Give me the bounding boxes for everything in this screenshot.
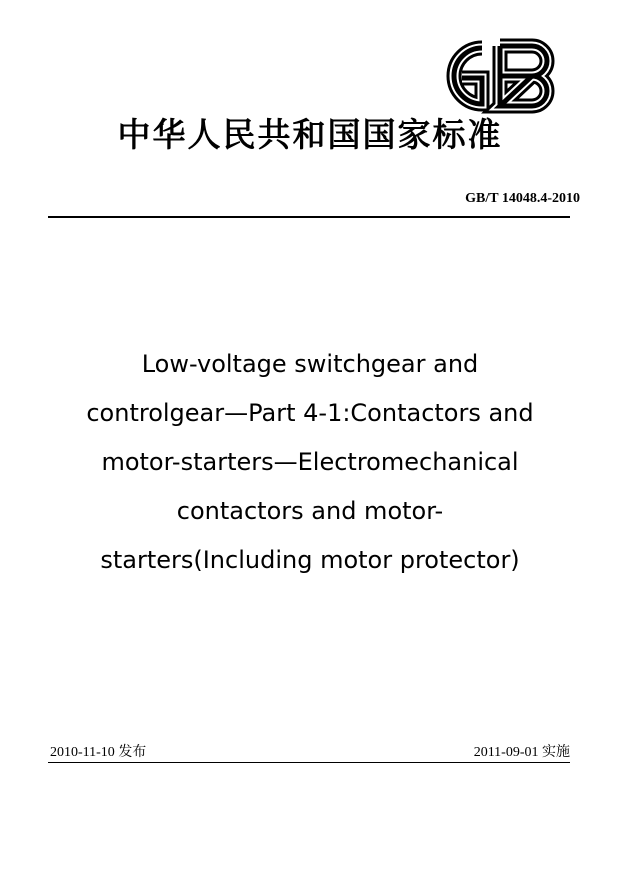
gb-logo — [426, 38, 558, 114]
footer-divider — [48, 762, 570, 763]
title-line: Low-voltage switchgear and — [141, 350, 479, 378]
gb-logo-b — [500, 46, 547, 106]
implement-label: 实施 — [542, 745, 570, 760]
standard-code: GB/T 14048.4-2010 — [465, 191, 580, 206]
publish-date-block — [50, 741, 146, 761]
implement-date: 2011-09-01 — [473, 745, 539, 760]
title-line: starters(Including motor protector) — [100, 546, 520, 574]
header-divider — [48, 216, 570, 218]
title-line: motor-starters—Electromechanical — [101, 448, 519, 476]
org-title: 中华人民共和国国家标准 — [117, 115, 503, 154]
publish-label: 发布 — [118, 745, 147, 760]
gb-logo-g — [454, 48, 482, 104]
document-title — [40, 340, 580, 585]
title-line: contactors and motor- — [176, 497, 444, 525]
title-line: controlgear—Part 4-1:Contactors and — [86, 399, 534, 427]
implement-date-block — [474, 741, 570, 761]
publish-date: 2010-11-10 — [50, 745, 115, 760]
